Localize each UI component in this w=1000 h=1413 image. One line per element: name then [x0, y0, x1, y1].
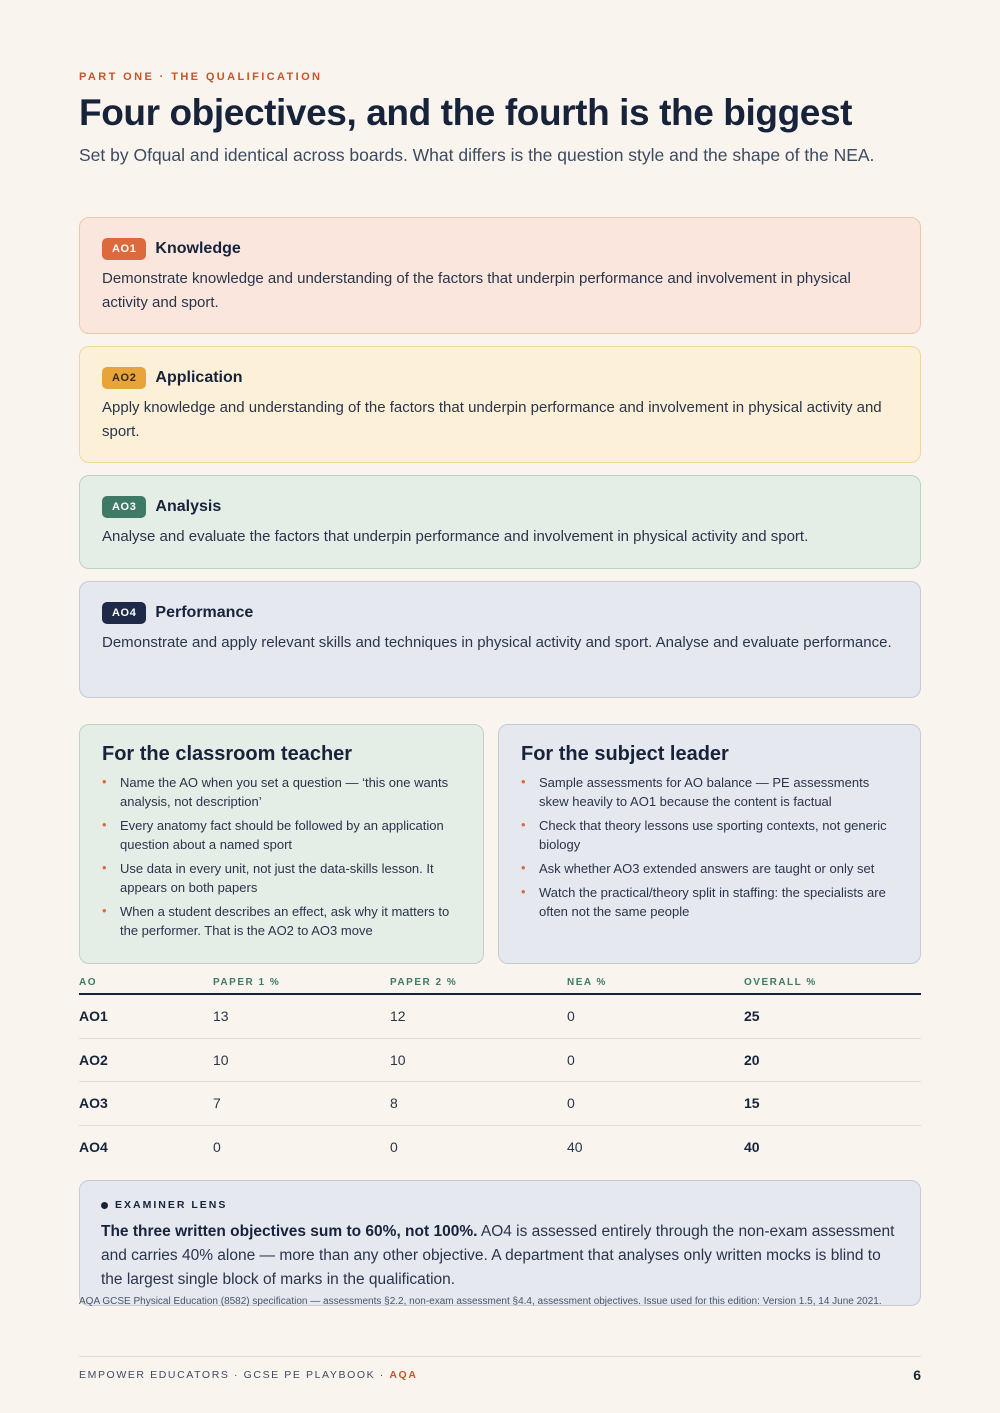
ao-card-ao3 [79, 475, 921, 569]
list-item [102, 902, 461, 940]
ao-description: Apply knowledge and understanding of the factors that underpin performance and involvement in physical activity and sport. [102, 399, 882, 440]
dot-icon [101, 1202, 108, 1209]
column-header: OVERALL % [744, 977, 817, 988]
ao-name: Analysis [155, 498, 222, 515]
list-item-text: Sample assessments for AO balance — PE assessments skew heavily to AO1 because the content is factual [539, 775, 870, 809]
list-item [102, 859, 461, 897]
panel-title: For the subject leader [521, 743, 729, 765]
leader-list [521, 773, 898, 921]
teacher-panel [79, 724, 484, 964]
callout-lead: The three written objectives sum to 60%, not 100%. [101, 1223, 478, 1240]
footer-divider [79, 1356, 921, 1357]
ao-badge: AO2 [102, 367, 146, 389]
examiner-lens-callout [79, 1180, 921, 1306]
table-cell: AO1 [79, 1008, 108, 1025]
callout-text [101, 1220, 899, 1292]
ao-badge: AO3 [102, 496, 146, 518]
footer-credit-text: EMPOWER EDUCATORS · GCSE PE PLAYBOOK · [79, 1369, 390, 1381]
column-header: PAPER 2 % [390, 977, 458, 988]
list-item [521, 883, 898, 921]
list-item-text: Ask whether AO3 extended answers are taught or only set [539, 861, 875, 876]
ao-badge: AO1 [102, 238, 146, 260]
bullet-icon: • [102, 860, 107, 875]
ao-card-ao4 [79, 581, 921, 698]
column-header: PAPER 1 % [213, 977, 281, 988]
table-cell: 40 [567, 1139, 583, 1156]
list-item-text: When a student describes an effect, ask why it matters to the performer. That is the AO2 to AO3 move [120, 904, 450, 938]
table-cell: 20 [744, 1051, 760, 1068]
bullet-icon: • [521, 774, 526, 789]
ao-name: Performance [155, 604, 254, 621]
table-cell: AO4 [79, 1139, 108, 1156]
page-title: Four objectives, and the fourth is the biggest [79, 92, 853, 133]
panel-title: For the classroom teacher [102, 743, 353, 765]
table-row [79, 1039, 921, 1083]
table-cell: 12 [390, 1008, 406, 1025]
table-row [79, 1082, 921, 1126]
weightings-table [79, 972, 921, 1169]
ao-description: Analyse and evaluate the factors that underpin performance and involvement in physical activity and sport. [102, 528, 809, 545]
table-cell: 13 [213, 1008, 229, 1025]
column-header: AO [79, 977, 97, 988]
page-subtitle: Set by Ofqual and identical across boards. What differs is the question style and the shape of the NEA. [79, 145, 875, 165]
page-footer [79, 1367, 921, 1383]
list-item [521, 773, 898, 811]
bullet-icon: • [521, 884, 526, 899]
ao-description: Demonstrate and apply relevant skills and techniques in physical activity and sport. Analyse and evaluate performance. [102, 634, 892, 651]
table-row [79, 995, 921, 1039]
list-item-text: Check that theory lessons use sporting contexts, not generic biology [539, 818, 887, 852]
list-item-text: Name the AO when you set a question — ‘this one wants analysis, not description’ [120, 775, 449, 809]
callout-body: AO4 is assessed entirely through the non-exam assessment and carries 40% alone — more than any other objective. A department that analyses only written mocks is blind to the largest single block of marks in the qualification. [101, 1223, 895, 1288]
table-cell: 40 [744, 1139, 760, 1156]
table-header [79, 972, 921, 995]
table-cell: 0 [213, 1139, 221, 1156]
table-cell: 10 [390, 1051, 406, 1068]
table-row [79, 1126, 921, 1170]
list-item [521, 816, 898, 854]
ao-card-ao1 [79, 217, 921, 334]
ao-name: Application [155, 369, 243, 386]
footer-credit [79, 1369, 418, 1381]
ao-description: Demonstrate knowledge and understanding of the factors that underpin performance and involvement in physical activity and sport. [102, 270, 851, 311]
source-note: AQA GCSE Physical Education (8582) specification — assessments §2.2, non-exam assessment §4.4, assessment objectives. Issue used for this edition: Version 1.5, 14 June 2021. [79, 1296, 882, 1307]
list-item [102, 816, 461, 854]
table-cell: AO3 [79, 1095, 108, 1112]
footer-brand: AQA [389, 1369, 418, 1381]
list-item-text: Use data in every unit, not just the data-skills lesson. It appears on both papers [120, 861, 434, 895]
bullet-icon: • [102, 817, 107, 832]
bullet-icon: • [102, 903, 107, 918]
teacher-list [102, 773, 461, 940]
table-cell: 8 [390, 1095, 398, 1112]
table-cell: 15 [744, 1095, 760, 1112]
ao-badge: AO4 [102, 602, 146, 624]
table-cell: 0 [567, 1008, 575, 1025]
ao-name: Knowledge [155, 240, 241, 257]
table-cell: 25 [744, 1008, 760, 1025]
list-item [521, 859, 898, 878]
bullet-icon: • [521, 860, 526, 875]
bullet-icon: • [102, 774, 107, 789]
table-cell: 0 [567, 1095, 575, 1112]
table-cell: 0 [567, 1051, 575, 1068]
table-cell: 0 [390, 1139, 398, 1156]
table-cell: 10 [213, 1051, 229, 1068]
column-header: NEA % [567, 977, 607, 988]
ao-card-ao2 [79, 346, 921, 463]
table-cell: 7 [213, 1095, 221, 1112]
callout-label [101, 1199, 899, 1211]
table-cell: AO2 [79, 1051, 108, 1068]
list-item-text: Every anatomy fact should be followed by an application question about a named sport [120, 818, 444, 852]
section-eyebrow: PART ONE · THE QUALIFICATION [79, 71, 323, 83]
leader-panel [498, 724, 921, 964]
page-number: 6 [913, 1367, 921, 1383]
callout-label-text: EXAMINER LENS [115, 1199, 228, 1211]
list-item [102, 773, 461, 811]
bullet-icon: • [521, 817, 526, 832]
list-item-text: Watch the practical/theory split in staffing: the specialists are often not the same people [539, 885, 886, 919]
